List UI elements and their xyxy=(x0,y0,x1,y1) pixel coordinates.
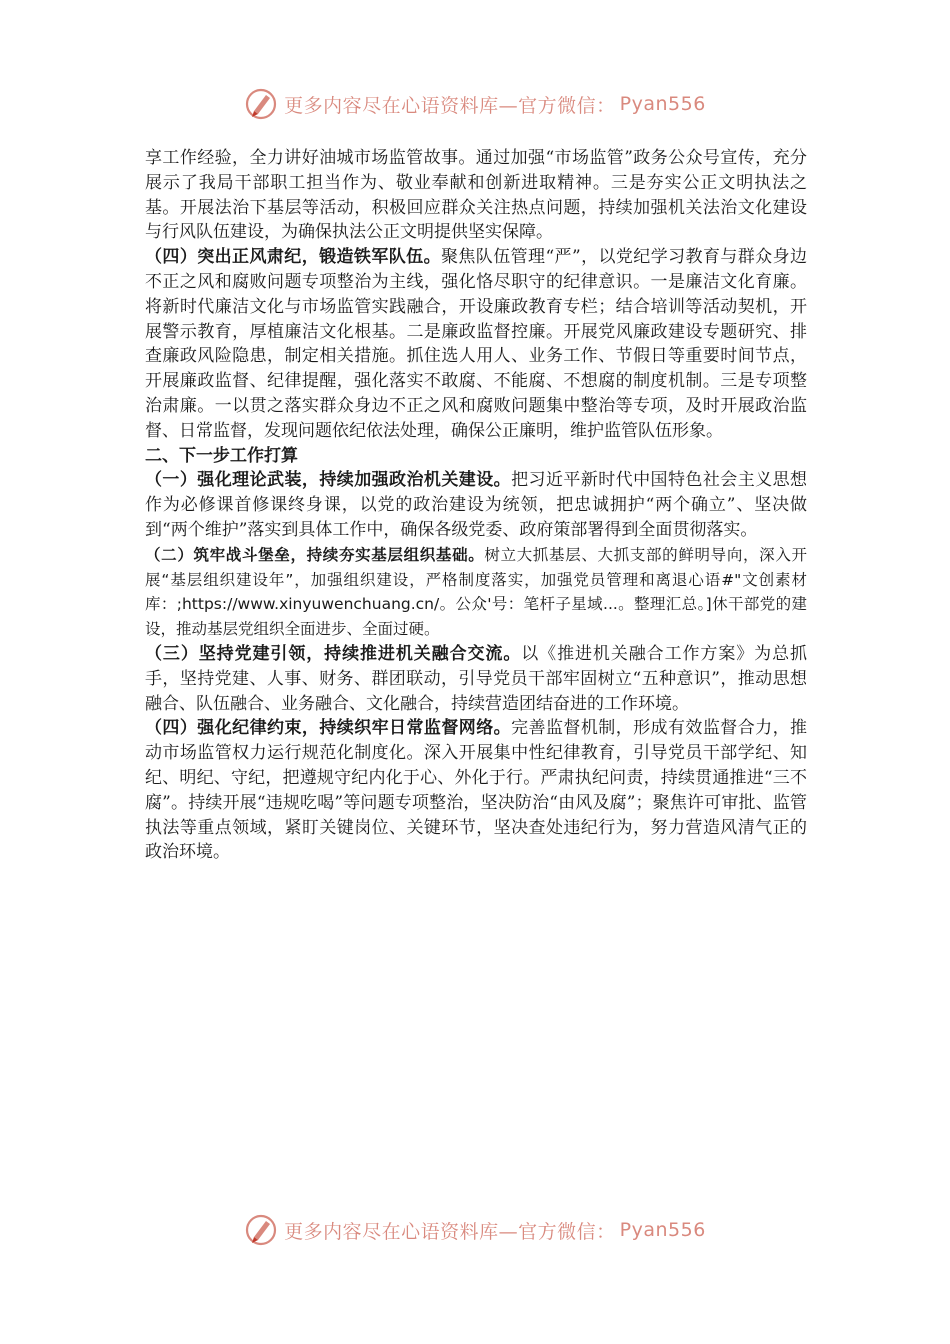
paragraph-body: 以《推进机关融合工作方案》为总抓手，坚持党建、人事、财务、群团联动，引导党员干部牢固树立“五种意识”，推动思想融合、队伍融合、业务融合、文化融合，持续营造团结奋进的工作环境。 xyxy=(145,643,807,714)
header-watermark xyxy=(0,84,950,124)
paragraph-body: 树立大抓基层、大抓支部的鲜明导向，深入开展“基层组织建设年”，加强组织建设，严格制度落实，加强党员管理和离退心语#"文创素材库：;https://www.xinyuwenchuang.cn/。公众'号：笔杆子星域...。整理汇总。]休干部党的建设，推动基层党组织全面进步、全面过硬。 xyxy=(145,545,807,639)
paragraph-title: （四）强化纪律约束，持续织牢日常监督网络。 xyxy=(145,718,512,739)
document-body xyxy=(145,146,807,865)
section-heading: 二、下一步工作打算 xyxy=(145,445,298,466)
paragraph xyxy=(145,468,807,542)
watermark-wechat-id: Pyan556 xyxy=(619,93,706,115)
pen-logo-icon xyxy=(244,1213,278,1247)
paragraph xyxy=(145,716,807,865)
paragraph: 享工作经验，全力讲好油城市场监管故事。通过加强“市场监管”政务公众号宣传，充分展示了我局干部职工担当作为、敬业奉献和创新进取精神。三是夯实公正文明执法之基。开展法治下基层等活动，积极回应群众关注热点问题，持续加强机关法治文化建设与行风队伍建设，为确保执法公正文明提供坚实保障。 xyxy=(145,148,807,243)
paragraph-body: 把习近平新时代中国特色社会主义思想作为必修课首修课终身课，以党的政治建设为统领，把忠诚拥护“两个确立”、坚决做到“两个维护”落实到具体工作中，确保各级党委、政府策部署得到全面贯彻落实。 xyxy=(145,470,808,540)
paragraph-title: （一）强化理论武装，持续加强政治机关建设。 xyxy=(145,470,512,491)
paragraph-title: （三）坚持党建引领，持续推进机关融合交流。 xyxy=(145,643,522,664)
watermark-wechat-id: Pyan556 xyxy=(619,1219,706,1241)
footer-watermark xyxy=(0,1210,950,1250)
pen-logo-icon xyxy=(244,87,278,121)
paragraph-body: 聚焦队伍管理“严”，以党纪学习教育与群众身边不正之风和腐败问题专项整治为主线，强化恪尽职守的纪律意识。一是廉洁文化育廉。将新时代廉洁文化与市场监管实践融合，开设廉政教育专栏；结合培训等活动契机，开展警示教育，厚植廉洁文化根基。二是廉政监督控廉。开展党风廉政建设专题研究、排查廉政风险隐患，制定相关措施。抓住选人用人、业务工作、节假日等重要时间节点，开展廉政监督、纪律提醒，强化落实不敢腐、不能腐、不想腐的制度机制。三是专项整治肃廉。一以贯之落实群众身边不正之风和腐败问题集中整治等专项，及时开展政治监督、日常监督，发现问题依纪依法处理，确保公正廉明，维护监管队伍形象。 xyxy=(145,247,807,441)
watermark-text: 更多内容尽在心语资料库—官方微信： xyxy=(284,94,616,117)
paragraph-body: 完善监督机制，形成有效监督合力，推动市场监管权力运行规范化制度化。深入开展集中性纪律教育，引导党员干部学纪、知纪、明纪、守纪，把遵规守纪内化于心、外化于行。严肃执纪问责，持续贯通推进“三不腐”。持续开展“违规吃喝”等问题专项整治，坚决防治“由风及腐”；聚焦许可审批、监管执法等重点领域，紧盯关键岗位、关键环节，坚决查处违纪行为，努力营造风清气正的政治环境。 xyxy=(145,718,808,863)
paragraph xyxy=(145,245,807,443)
watermark-text: 更多内容尽在心语资料库—官方微信： xyxy=(284,1220,616,1243)
paragraph xyxy=(145,642,807,716)
paragraph-title: （二）筑牢战斗堡垒，持续夯实基层组织基础。 xyxy=(145,545,485,564)
paragraph xyxy=(145,543,807,642)
paragraph-title: （四）突出正风肃纪，锻造铁军队伍。 xyxy=(145,247,441,268)
